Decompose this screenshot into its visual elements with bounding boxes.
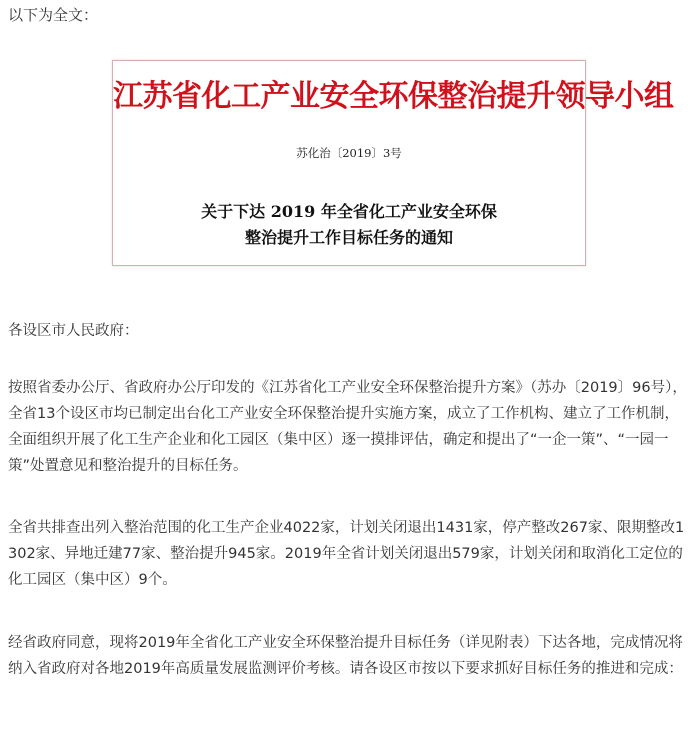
official-document-header-image (112, 60, 674, 266)
body-paragraph-1: 按照省委办公厅、省政府办公厅印发的《江苏省化工产业安全环保整治提升方案》（苏办〔2019〕96号），全省13个设区市均已制定出台化工产业安全环保整治提升实施方案，成立了工作机构、建立了工作机制，全面组织开展了化工生产企业和化工园区（集中区）逐一摸排评估，确定和提出了“一企一策”、“一园一策”处置意见和整治提升的目标任务。 (8, 380, 687, 474)
document-title-line-2: 整治提升工作目标任务的通知 (244, 228, 453, 247)
body-paragraph-3: 经省政府同意，现将2019年全省化工产业安全环保整治提升目标任务（详见附表）下达各地，完成情况将纳入省政府对各地2019年高质量发展监测评价考核。请各设区市按以下要求抓好目标任务的推进和完成： (8, 635, 683, 677)
intro-text: 以下为全文： (8, 6, 99, 24)
document-number: 苏化治〔2019〕3号 (296, 146, 402, 160)
document-title-line-1: 关于下达 2019 年全省化工产业安全环保 (201, 202, 497, 221)
body-paragraph-2: 全省共排查出列入整治范围的化工生产企业4022家，计划关闭退出1431家，停产整改267家、限期整改1302家、异地迁建77家、整治提升945家。2019年全省计划关闭退出579家，计划关闭和取消化工定位的化工园区（集中区）9个。 (8, 520, 685, 588)
salutation: 各设区市人民政府： (8, 323, 139, 339)
issuing-organization-header: 江苏省化工产业安全环保整治提升领导小组 (113, 79, 674, 114)
